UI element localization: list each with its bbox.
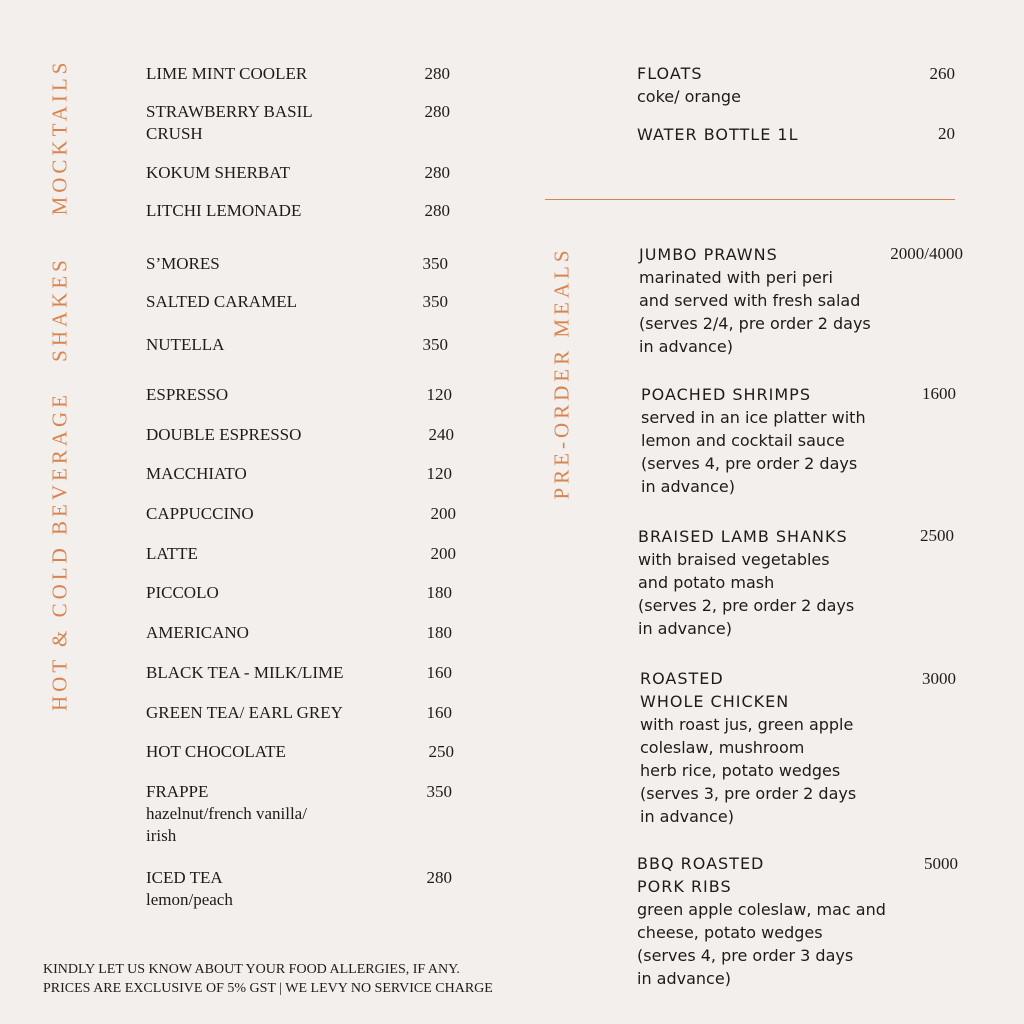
menu-item-name: S’MORES	[146, 254, 220, 273]
menu-item-price: 2500	[920, 526, 954, 545]
menu-item	[639, 243, 871, 358]
section-title-mocktails: MOCKTAILS	[47, 58, 72, 216]
menu-item-name: CAPPUCCINO	[146, 504, 254, 523]
menu-item-name	[146, 101, 313, 145]
menu-item-title-line2: PORK RIBS	[637, 877, 732, 896]
menu-item-price: 260	[929, 64, 955, 83]
menu-item-desc: served in an ice platter with	[641, 408, 866, 427]
menu-item-name: SALTED CARAMEL	[146, 292, 297, 311]
menu-item-name: DOUBLE ESPRESSO	[146, 425, 302, 444]
menu-item-price: 20	[938, 124, 955, 143]
menu-item-price: 280	[424, 102, 450, 121]
menu-item-name: LITCHI LEMONADE	[146, 201, 302, 220]
menu-item-desc: in advance)	[641, 477, 735, 496]
menu-item-title: FRAPPE	[146, 782, 209, 801]
menu-item-desc: (serves 2, pre order 2 days	[638, 596, 855, 615]
menu-item-name: HOT CHOCOLATE	[146, 742, 286, 761]
menu-item-desc: (serves 4, pre order 3 days	[637, 946, 854, 965]
menu-item-name-line2: CRUSH	[146, 124, 203, 143]
menu-item-price: 5000	[924, 854, 958, 873]
menu-item-desc: in advance)	[639, 337, 733, 356]
menu-item	[637, 123, 799, 146]
menu-item-name: ESPRESSO	[146, 385, 229, 404]
menu-item-desc: marinated with peri peri	[639, 268, 833, 287]
menu-item	[637, 62, 741, 108]
menu-item-price: 160	[426, 663, 452, 682]
menu-item-title: POACHED SHRIMPS	[641, 385, 811, 404]
menu-item-title: ROASTED	[640, 669, 724, 688]
menu-item-price: 2000/4000	[890, 244, 963, 263]
menu-item	[638, 525, 854, 640]
menu-item-name: PICCOLO	[146, 583, 219, 602]
menu-item-title-line2: WHOLE CHICKEN	[640, 692, 790, 711]
section-title-hot-cold-beverage: HOT & COLD BEVERAGE	[47, 390, 72, 712]
menu-item-price: 280	[426, 868, 452, 887]
menu-item	[641, 383, 866, 498]
menu-item-title: BRAISED LAMB SHANKS	[638, 527, 848, 546]
menu-item-name: AMERICANO	[146, 623, 249, 642]
menu-item-desc: cheese, potato wedges	[637, 923, 823, 942]
menu-item-price: 180	[426, 623, 452, 642]
menu-item-desc: in advance)	[638, 619, 732, 638]
menu-item-price: 350	[422, 335, 448, 354]
menu-item-price: 350	[422, 292, 448, 311]
menu-item-desc: in advance)	[637, 969, 731, 988]
menu-item-desc: lemon and cocktail sauce	[641, 431, 845, 450]
menu-item-desc: and served with fresh salad	[639, 291, 861, 310]
menu-item-desc: hazelnut/french vanilla/	[146, 804, 307, 823]
menu-item-price: 1600	[922, 384, 956, 403]
menu-item-price: 280	[424, 163, 450, 182]
menu-item-price: 240	[428, 425, 454, 444]
menu-item-price: 250	[428, 742, 454, 761]
menu-item-price: 3000	[922, 669, 956, 688]
menu-item-desc: coleslaw, mushroom	[640, 738, 805, 757]
menu-item-name: KOKUM SHERBAT	[146, 163, 291, 182]
menu-item-name	[146, 867, 233, 911]
footer-tax-note: PRICES ARE EXCLUSIVE OF 5% GST | WE LEVY NO SERVICE CHARGE	[43, 981, 493, 996]
menu-item-desc: (serves 4, pre order 2 days	[641, 454, 858, 473]
section-divider	[545, 199, 955, 200]
menu-item-name	[146, 781, 307, 847]
menu-item-name: MACCHIATO	[146, 464, 247, 483]
footer-allergy-note: KINDLY LET US KNOW ABOUT YOUR FOOD ALLERGIES, IF ANY.	[43, 962, 460, 977]
menu-item-price: 200	[430, 544, 456, 563]
menu-item-name-line1: STRAWBERRY BASIL	[146, 102, 313, 121]
menu-item-price: 280	[424, 64, 450, 83]
menu-item	[637, 852, 886, 990]
menu-item-desc: (serves 2/4, pre order 2 days	[639, 314, 871, 333]
menu-item-desc: and potato mash	[638, 573, 775, 592]
menu-item	[640, 667, 856, 828]
section-title-shakes: SHAKES	[47, 256, 72, 362]
menu-item-title: WATER BOTTLE 1L	[637, 125, 799, 144]
menu-item-price: 350	[422, 254, 448, 273]
menu-item-desc: (serves 3, pre order 2 days	[640, 784, 857, 803]
menu-item-title: BBQ ROASTED	[637, 854, 765, 873]
menu-item-desc: herb rice, potato wedges	[640, 761, 841, 780]
menu-item-desc: green apple coleslaw, mac and	[637, 900, 886, 919]
menu-item-name: BLACK TEA - MILK/LIME	[146, 663, 344, 682]
menu-item-desc: with roast jus, green apple	[640, 715, 854, 734]
menu-item-name: LATTE	[146, 544, 198, 563]
menu-item-name: NUTELLA	[146, 335, 225, 354]
menu-item-desc: coke/ orange	[637, 87, 741, 106]
section-title-pre-order-meals: PRE-ORDER MEALS	[549, 246, 574, 500]
menu-item-title: JUMBO PRAWNS	[639, 245, 778, 264]
menu-item-desc: in advance)	[640, 807, 734, 826]
menu-item-price: 120	[426, 464, 452, 483]
menu-item-price: 280	[424, 201, 450, 220]
menu-item-price: 180	[426, 583, 452, 602]
menu-item-desc: irish	[146, 826, 177, 845]
menu-item-price: 350	[426, 782, 452, 801]
menu-item-price: 120	[426, 385, 452, 404]
footer-notice	[43, 960, 493, 998]
menu-item-price: 200	[430, 504, 456, 523]
menu-item-title: FLOATS	[637, 64, 703, 83]
menu-item-name: GREEN TEA/ EARL GREY	[146, 703, 343, 722]
menu-item-price: 160	[426, 703, 452, 722]
menu-item-name: LIME MINT COOLER	[146, 64, 308, 83]
menu-item-title: ICED TEA	[146, 868, 223, 887]
menu-item-desc: lemon/peach	[146, 890, 233, 909]
menu-item-desc: with braised vegetables	[638, 550, 830, 569]
